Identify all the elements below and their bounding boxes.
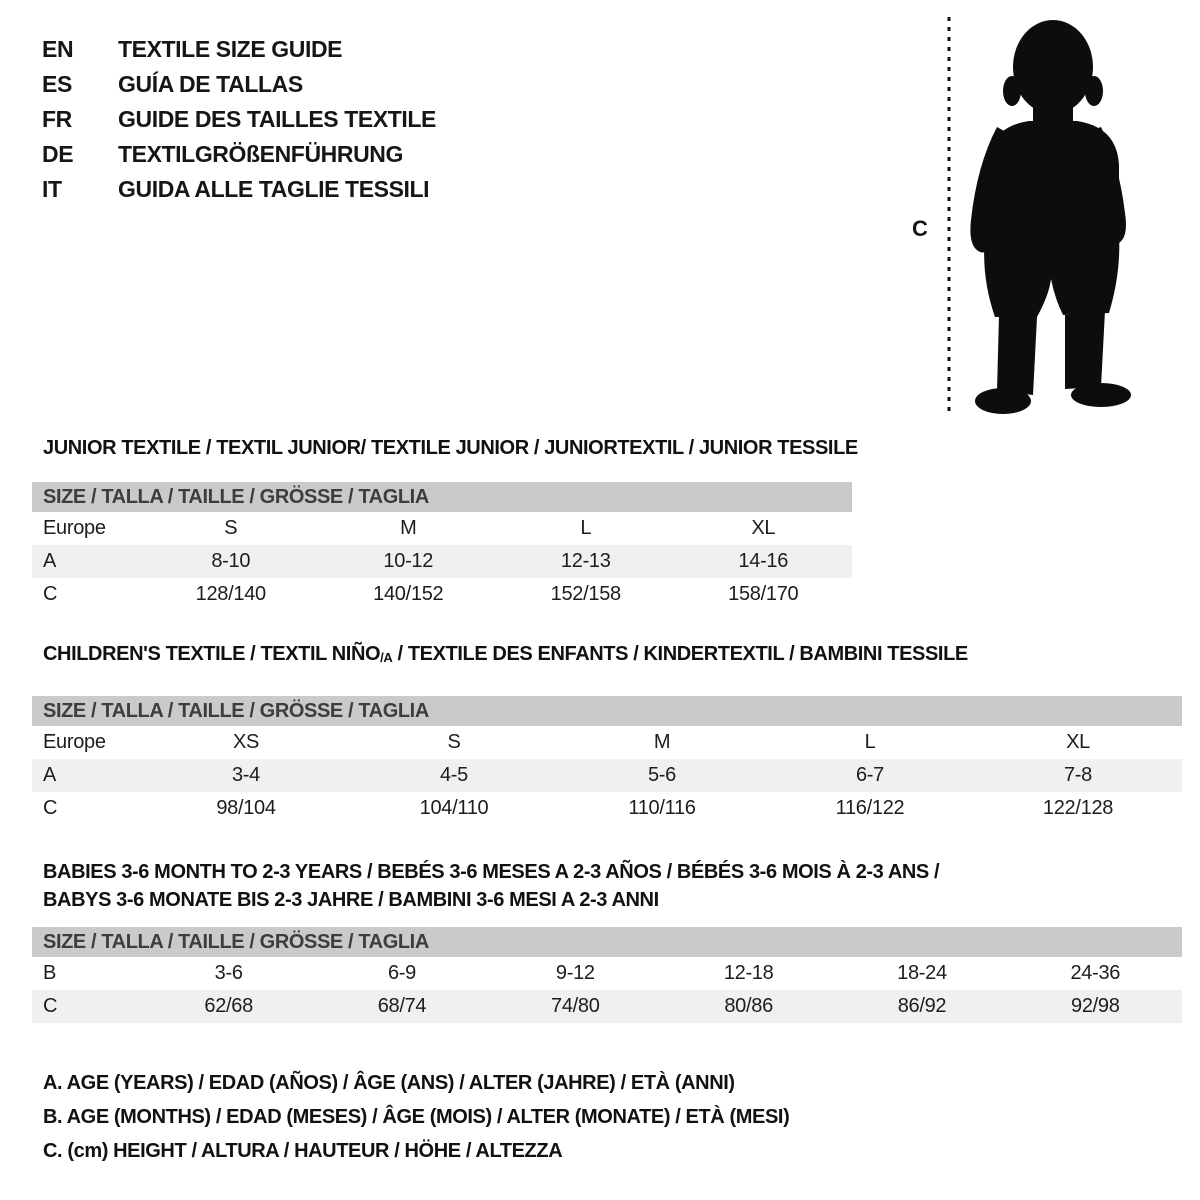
row-cell: 7-8 — [1063, 764, 1092, 786]
language-row — [42, 137, 436, 172]
height-measure-label: C — [912, 216, 928, 241]
row-cell: 68/74 — [377, 995, 427, 1017]
row-cell: 14-16 — [738, 550, 789, 572]
row-cell: 4-5 — [439, 764, 468, 786]
row-cell: 9-12 — [555, 962, 595, 984]
language-row — [42, 32, 436, 67]
language-code: FR — [42, 106, 72, 132]
language-row — [42, 172, 436, 207]
language-code: ES — [42, 71, 72, 97]
row-cell: 6-7 — [855, 764, 884, 786]
row-label: C — [43, 995, 58, 1017]
language-title: GUÍA DE TALLAS — [118, 71, 303, 97]
row-cell: 92/98 — [1071, 995, 1120, 1017]
row-cell: 128/140 — [195, 583, 266, 605]
size-header-band: SIZE / TALLA / TAILLE / GRÖSSE / TAGLIA — [32, 927, 1182, 957]
language-row — [42, 102, 436, 137]
row-cell: 98/104 — [216, 797, 276, 819]
row-label: Europe — [43, 731, 106, 753]
size-table-junior — [32, 437, 858, 611]
table-title-text: CHILDREN'S TEXTILE / TEXTIL NIÑO — [43, 643, 381, 665]
language-code: IT — [42, 176, 62, 202]
language-title: GUIDA ALLE TAGLIE TESSILI — [118, 176, 430, 202]
row-cell: 5-6 — [647, 764, 676, 786]
row-cell: XL — [751, 517, 776, 539]
footnote-line: A. AGE (YEARS) / EDAD (AÑOS) / ÂGE (ANS) / ALTER (JAHRE) / ETÀ (ANNI) — [43, 1072, 735, 1094]
footnote-line: C. (cm) HEIGHT / ALTURA / HAUTEUR / HÖHE / ALTEZZA — [43, 1140, 563, 1162]
size-table-babies — [32, 858, 1182, 1023]
row-cell: 140/152 — [373, 583, 444, 605]
row-label: B — [43, 962, 57, 984]
table-row — [32, 990, 1182, 1023]
row-cell: XL — [1066, 731, 1090, 753]
language-row — [42, 67, 436, 102]
row-cell: 3-4 — [231, 764, 260, 786]
row-cell: 12-18 — [723, 962, 774, 984]
row-cell: 86/92 — [897, 995, 947, 1017]
table-title-line: BABYS 3-6 MONATE BIS 2-3 JAHRE / BAMBINI 3-6 MESI A 2-3 ANNI — [43, 889, 659, 911]
table-title — [43, 643, 1182, 669]
size-table-children — [32, 643, 1182, 825]
row-cell: M — [653, 731, 671, 753]
row-cell: 62/68 — [204, 995, 253, 1017]
row-cell: 3-6 — [214, 962, 243, 984]
footnotes — [43, 1066, 789, 1168]
height-dashed-line-icon — [947, 17, 951, 415]
row-cell: 24-36 — [1070, 962, 1121, 984]
table-title — [43, 858, 1182, 914]
row-label: C — [43, 583, 58, 605]
size-header-band: SIZE / TALLA / TAILLE / GRÖSSE / TAGLIA — [32, 482, 852, 512]
language-title-list — [42, 32, 436, 207]
row-label: A — [43, 550, 57, 572]
row-cell: 8-10 — [211, 550, 251, 572]
row-cell: 110/116 — [628, 797, 696, 819]
language-code: DE — [42, 141, 74, 167]
table-row — [32, 578, 852, 611]
row-label: C — [43, 797, 58, 819]
table-row — [32, 512, 852, 545]
size-header-band: SIZE / TALLA / TAILLE / GRÖSSE / TAGLIA — [32, 696, 1182, 726]
row-cell: 10-12 — [383, 550, 434, 572]
row-cell: 6-9 — [387, 962, 416, 984]
row-cell: 12-13 — [560, 550, 611, 572]
table-row — [32, 792, 1182, 825]
row-cell: 74/80 — [551, 995, 600, 1017]
row-cell: 158/170 — [728, 583, 799, 605]
row-label: A — [43, 764, 57, 786]
row-cell: S — [224, 517, 238, 539]
language-code: EN — [42, 36, 74, 62]
table-row — [32, 726, 1182, 759]
table-title-text: / TEXTILE DES ENFANTS / KINDERTEXTIL / BAMBINI TESSILE — [392, 643, 968, 665]
row-cell: L — [864, 731, 876, 753]
row-cell: S — [447, 731, 461, 753]
row-cell: 80/86 — [724, 995, 773, 1017]
table-row — [32, 759, 1182, 792]
row-cell: 122/128 — [1042, 797, 1114, 819]
row-cell: L — [580, 517, 592, 539]
row-cell: 104/110 — [419, 797, 489, 819]
language-title: TEXTILGRÖßENFÜHRUNG — [118, 141, 403, 167]
row-cell: M — [400, 517, 417, 539]
row-cell: 116/122 — [835, 797, 905, 819]
row-cell: 152/158 — [550, 583, 621, 605]
footnote-line: B. AGE (MONTHS) / EDAD (MESES) / ÂGE (MOIS) / ALTER (MONATE) / ETÀ (MESI) — [43, 1106, 790, 1128]
row-cell: 18-24 — [897, 962, 947, 984]
toddler-silhouette-icon — [963, 15, 1135, 417]
table-row — [32, 545, 852, 578]
table-row — [32, 957, 1182, 990]
table-title: JUNIOR TEXTILE / TEXTIL JUNIOR/ TEXTILE JUNIOR / JUNIORTEXTIL / JUNIOR TESSILE — [43, 437, 858, 459]
language-title: TEXTILE SIZE GUIDE — [118, 36, 343, 62]
row-cell: XS — [232, 731, 260, 753]
table-title-subscript: /A — [380, 650, 393, 665]
language-title: GUIDE DES TAILLES TEXTILE — [118, 106, 436, 132]
table-title-line: BABIES 3-6 MONTH TO 2-3 YEARS / BEBÉS 3-6 MESES A 2-3 AÑOS / BÉBÉS 3-6 MOIS À 2-3 ANS / — [43, 861, 940, 883]
row-label: Europe — [43, 517, 106, 539]
